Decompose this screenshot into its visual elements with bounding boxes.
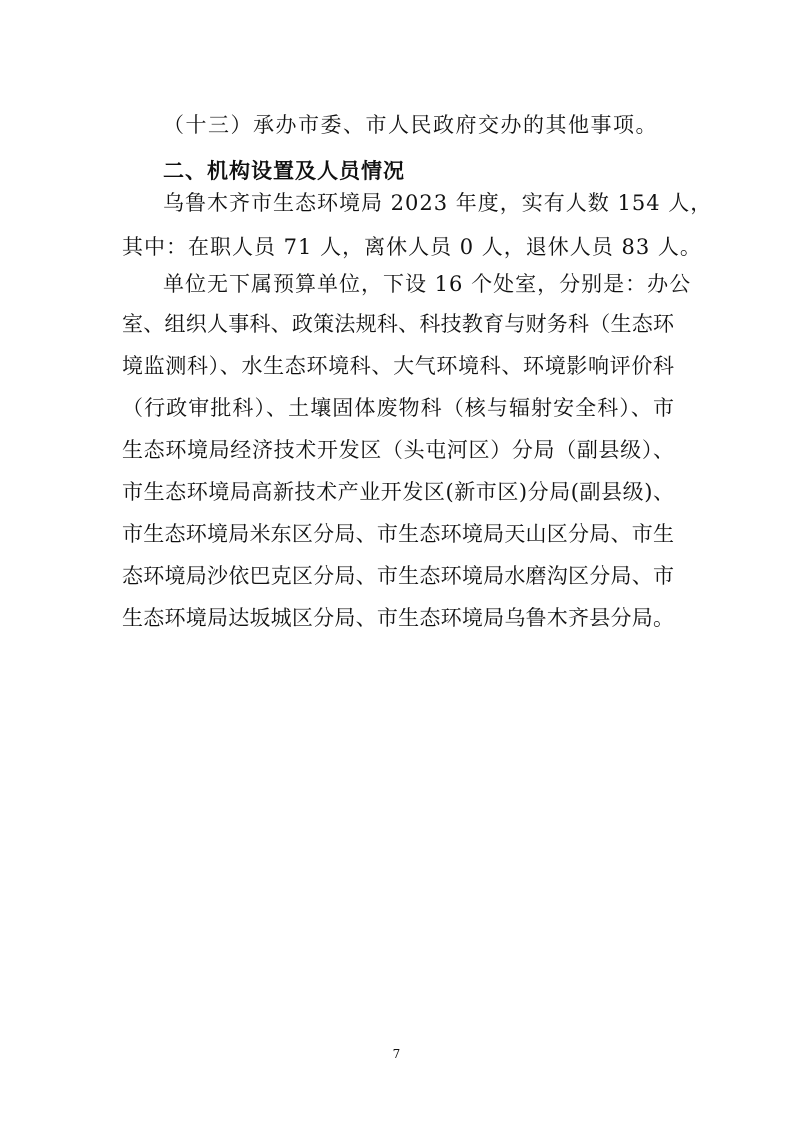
departments-line-6: 市生态环境局高新技术产业开发区(新市区)分局(副县级)、 bbox=[122, 480, 674, 504]
departments-line-9: 生态环境局达坂城区分局、市生态环境局乌鲁木齐县分局。 bbox=[122, 606, 674, 630]
departments-line-8: 态环境局沙依巴克区分局、市生态环境局水磨沟区分局、市 bbox=[122, 564, 674, 588]
section-heading: 二、机构设置及人员情况 bbox=[163, 159, 405, 183]
departments-line-1: 单位无下属预算单位，下设 16 个处室，分别是：办公 bbox=[163, 272, 692, 296]
staff-line-2: 其中：在职人员 71 人，离休人员 0 人，退休人员 83 人。 bbox=[122, 235, 702, 259]
item-13-line: （十三）承办市委、市人民政府交办的其他事项。 bbox=[163, 113, 658, 137]
page-number: 7 bbox=[392, 1047, 401, 1061]
departments-line-7: 市生态环境局米东区分局、市生态环境局天山区分局、市生 bbox=[122, 522, 674, 546]
departments-line-3: 境监测科）、水生态环境科、大气环境科、环境影响评价科 bbox=[122, 354, 674, 378]
departments-line-2: 室、组织人事科、政策法规科、科技教育与财务科（生态环 bbox=[122, 312, 674, 336]
departments-line-4: （行政审批科）、土壤固体废物科（核与辐射安全科）、市 bbox=[122, 396, 674, 420]
staff-line-1: 乌鲁木齐市生态环境局 2023 年度，实有人数 154 人， bbox=[163, 191, 713, 215]
departments-line-5: 生态环境局经济技术开发区（头屯河区）分局（副县级）、 bbox=[122, 438, 674, 462]
